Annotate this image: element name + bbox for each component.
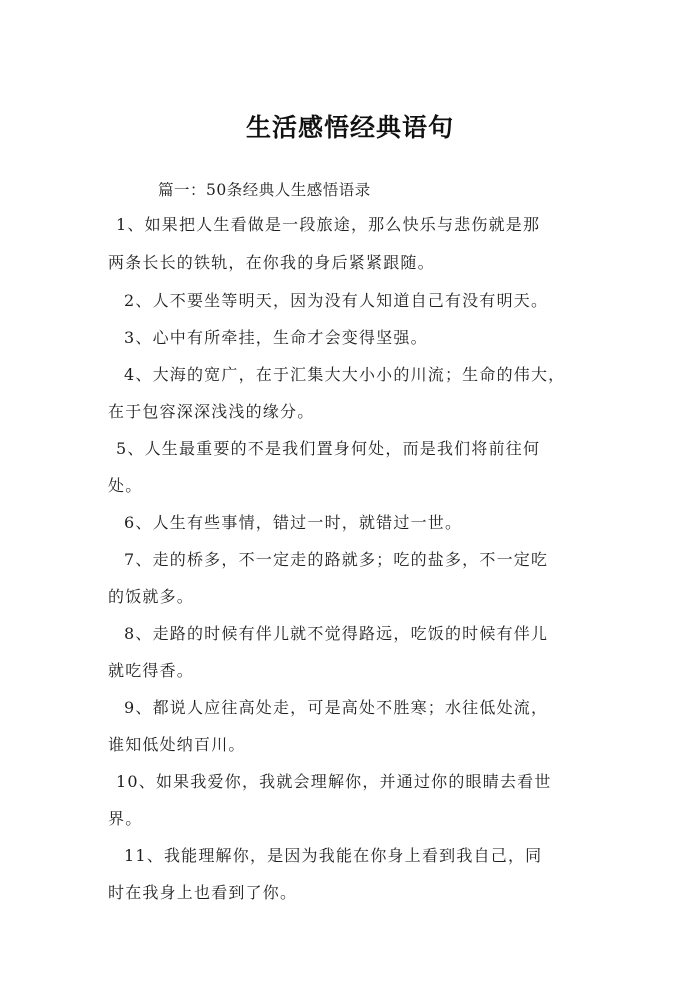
text-line: 7、走的桥多，不一定走的路就多；吃的盐多，不一定吃 (124, 550, 549, 569)
text-line: 10、如果我爱你，我就会理解你，并通过你的眼睛去看世 (116, 772, 552, 791)
text-line: 两条长长的铁轨，在你我的身后紧紧跟随。 (108, 253, 435, 272)
document-title: 生活感悟经典语句 (245, 113, 454, 142)
document-subtitle: 篇一：50条经典人生感悟语录 (158, 181, 371, 199)
text-line: 就吃得香。 (108, 661, 195, 680)
text-line: 的饭就多。 (108, 587, 195, 606)
text-line: 2、人不要坐等明天，因为没有人知道自己有没有明天。 (124, 291, 549, 310)
text-line: 3、心中有所牵挂，生命才会变得坚强。 (124, 328, 428, 347)
text-line: 1、如果把人生看做是一段旅途，那么快乐与悲伤就是那 (116, 215, 541, 234)
text-line: 4、大海的宽广，在于汇集大大小小的川流；生命的伟大， (124, 365, 566, 384)
text-line: 时在我身上也看到了你。 (108, 883, 298, 902)
text-line: 11、我能理解你，是因为我能在你身上看到我自己，同 (124, 846, 543, 865)
text-line: 处。 (108, 476, 143, 495)
text-line: 6、人生有些事情，错过一时，就错过一世。 (124, 513, 463, 532)
text-line: 5、人生最重要的不是我们置身何处，而是我们将前往何 (116, 439, 541, 458)
text-line: 界。 (108, 809, 143, 828)
text-line: 在于包容深深浅浅的缘分。 (108, 402, 315, 421)
text-line: 谁知低处纳百川。 (108, 735, 246, 754)
text-line: 9、都说人应往高处走，可是高处不胜寒；水往低处流， (124, 698, 549, 717)
text-line: 8、走路的时候有伴儿就不觉得路远，吃饭的时候有伴儿 (124, 624, 549, 643)
